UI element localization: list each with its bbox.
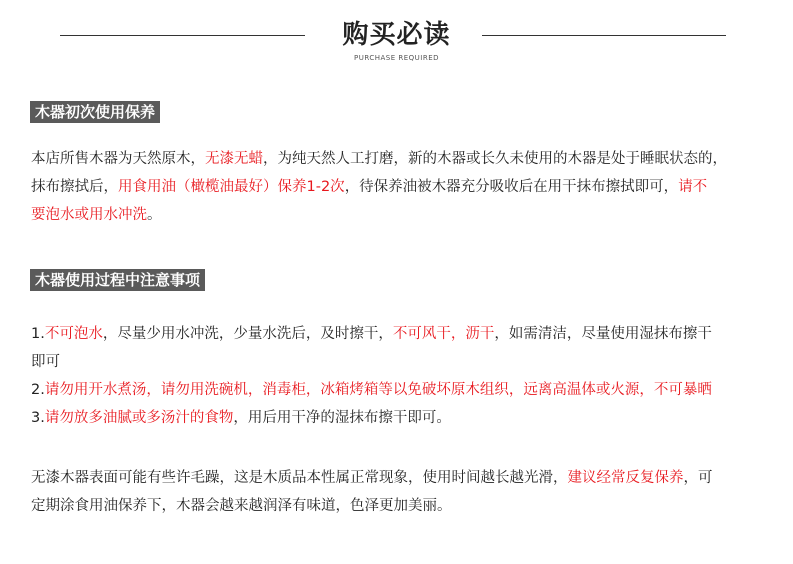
- body-text: 无漆木器表面可能有些许毛躁，这是木质品本性属正常现象，使用时间越长越光滑，: [31, 470, 568, 486]
- body-text: 。: [147, 207, 162, 223]
- text-line: [31, 404, 791, 432]
- body-text: 定期涂食用油保养下，木器会越来越润泽有味道，色泽更加美丽。: [31, 498, 452, 514]
- body-text: ，尽量少用水冲洗，少量水洗后，及时擦干，: [102, 326, 393, 342]
- body-text: 2.: [31, 382, 45, 398]
- text-line: [31, 492, 791, 520]
- highlight-text: 建议经常反复保养: [567, 470, 684, 486]
- text-line: [31, 201, 791, 229]
- body-text: ，为纯天然人工打磨，新的木器或长久未使用的木器是处于睡眠状态的，: [263, 151, 727, 167]
- text-line: [31, 145, 791, 173]
- highlight-text: 不可泡水: [44, 326, 103, 342]
- section-heading-first-use: 木器初次使用保养: [30, 101, 160, 123]
- body-text: ，待保养油被木器充分吸收后在用干抹布擦拭即可，: [344, 179, 679, 195]
- page-header: [0, 0, 793, 70]
- text-line: [31, 173, 791, 201]
- body-text: 本店所售木器为天然原木，: [31, 151, 205, 167]
- first-use-paragraph: [31, 145, 791, 229]
- page-subtitle: PURCHASE REQUIRED: [353, 54, 440, 62]
- highlight-text: 用食用油（橄榄油最好）保养1-2次: [118, 179, 345, 195]
- text-line: [31, 464, 791, 492]
- body-text: 1.: [31, 326, 45, 342]
- highlight-text: 无漆无蜡: [205, 151, 263, 167]
- page-title: 购买必读: [342, 20, 451, 50]
- highlight-text: 不可风干，沥干: [392, 326, 495, 342]
- header-rule-right: [482, 35, 726, 36]
- surface-note-paragraph: [31, 464, 791, 520]
- body-text: ，如需清洁，尽量使用湿抹布擦干: [494, 326, 712, 342]
- body-text: 即可: [31, 354, 60, 370]
- header-rule-left: [60, 35, 305, 36]
- highlight-text: 请勿用开水煮汤，请勿用洗碗机，消毒柜，冰箱烤箱等以免破坏原木组织，远离高温体或火源，不可暴晒: [44, 382, 712, 398]
- body-text: ，用后用干净的湿抹布擦干即可。: [233, 410, 451, 426]
- text-line: [31, 376, 791, 404]
- text-line: [31, 348, 791, 376]
- text-line: [31, 320, 791, 348]
- body-text: 3.: [31, 410, 45, 426]
- body-text: 抹布擦拭后，: [31, 179, 118, 195]
- highlight-text: 要泡水或用水冲洗: [31, 207, 147, 223]
- highlight-text: 请不: [678, 179, 708, 195]
- usage-notes-paragraph: [31, 320, 791, 432]
- body-text: ，可: [683, 470, 713, 486]
- section-heading-usage-notes: 木器使用过程中注意事项: [30, 269, 205, 291]
- highlight-text: 请勿放多油腻或多汤汁的食物: [44, 410, 234, 426]
